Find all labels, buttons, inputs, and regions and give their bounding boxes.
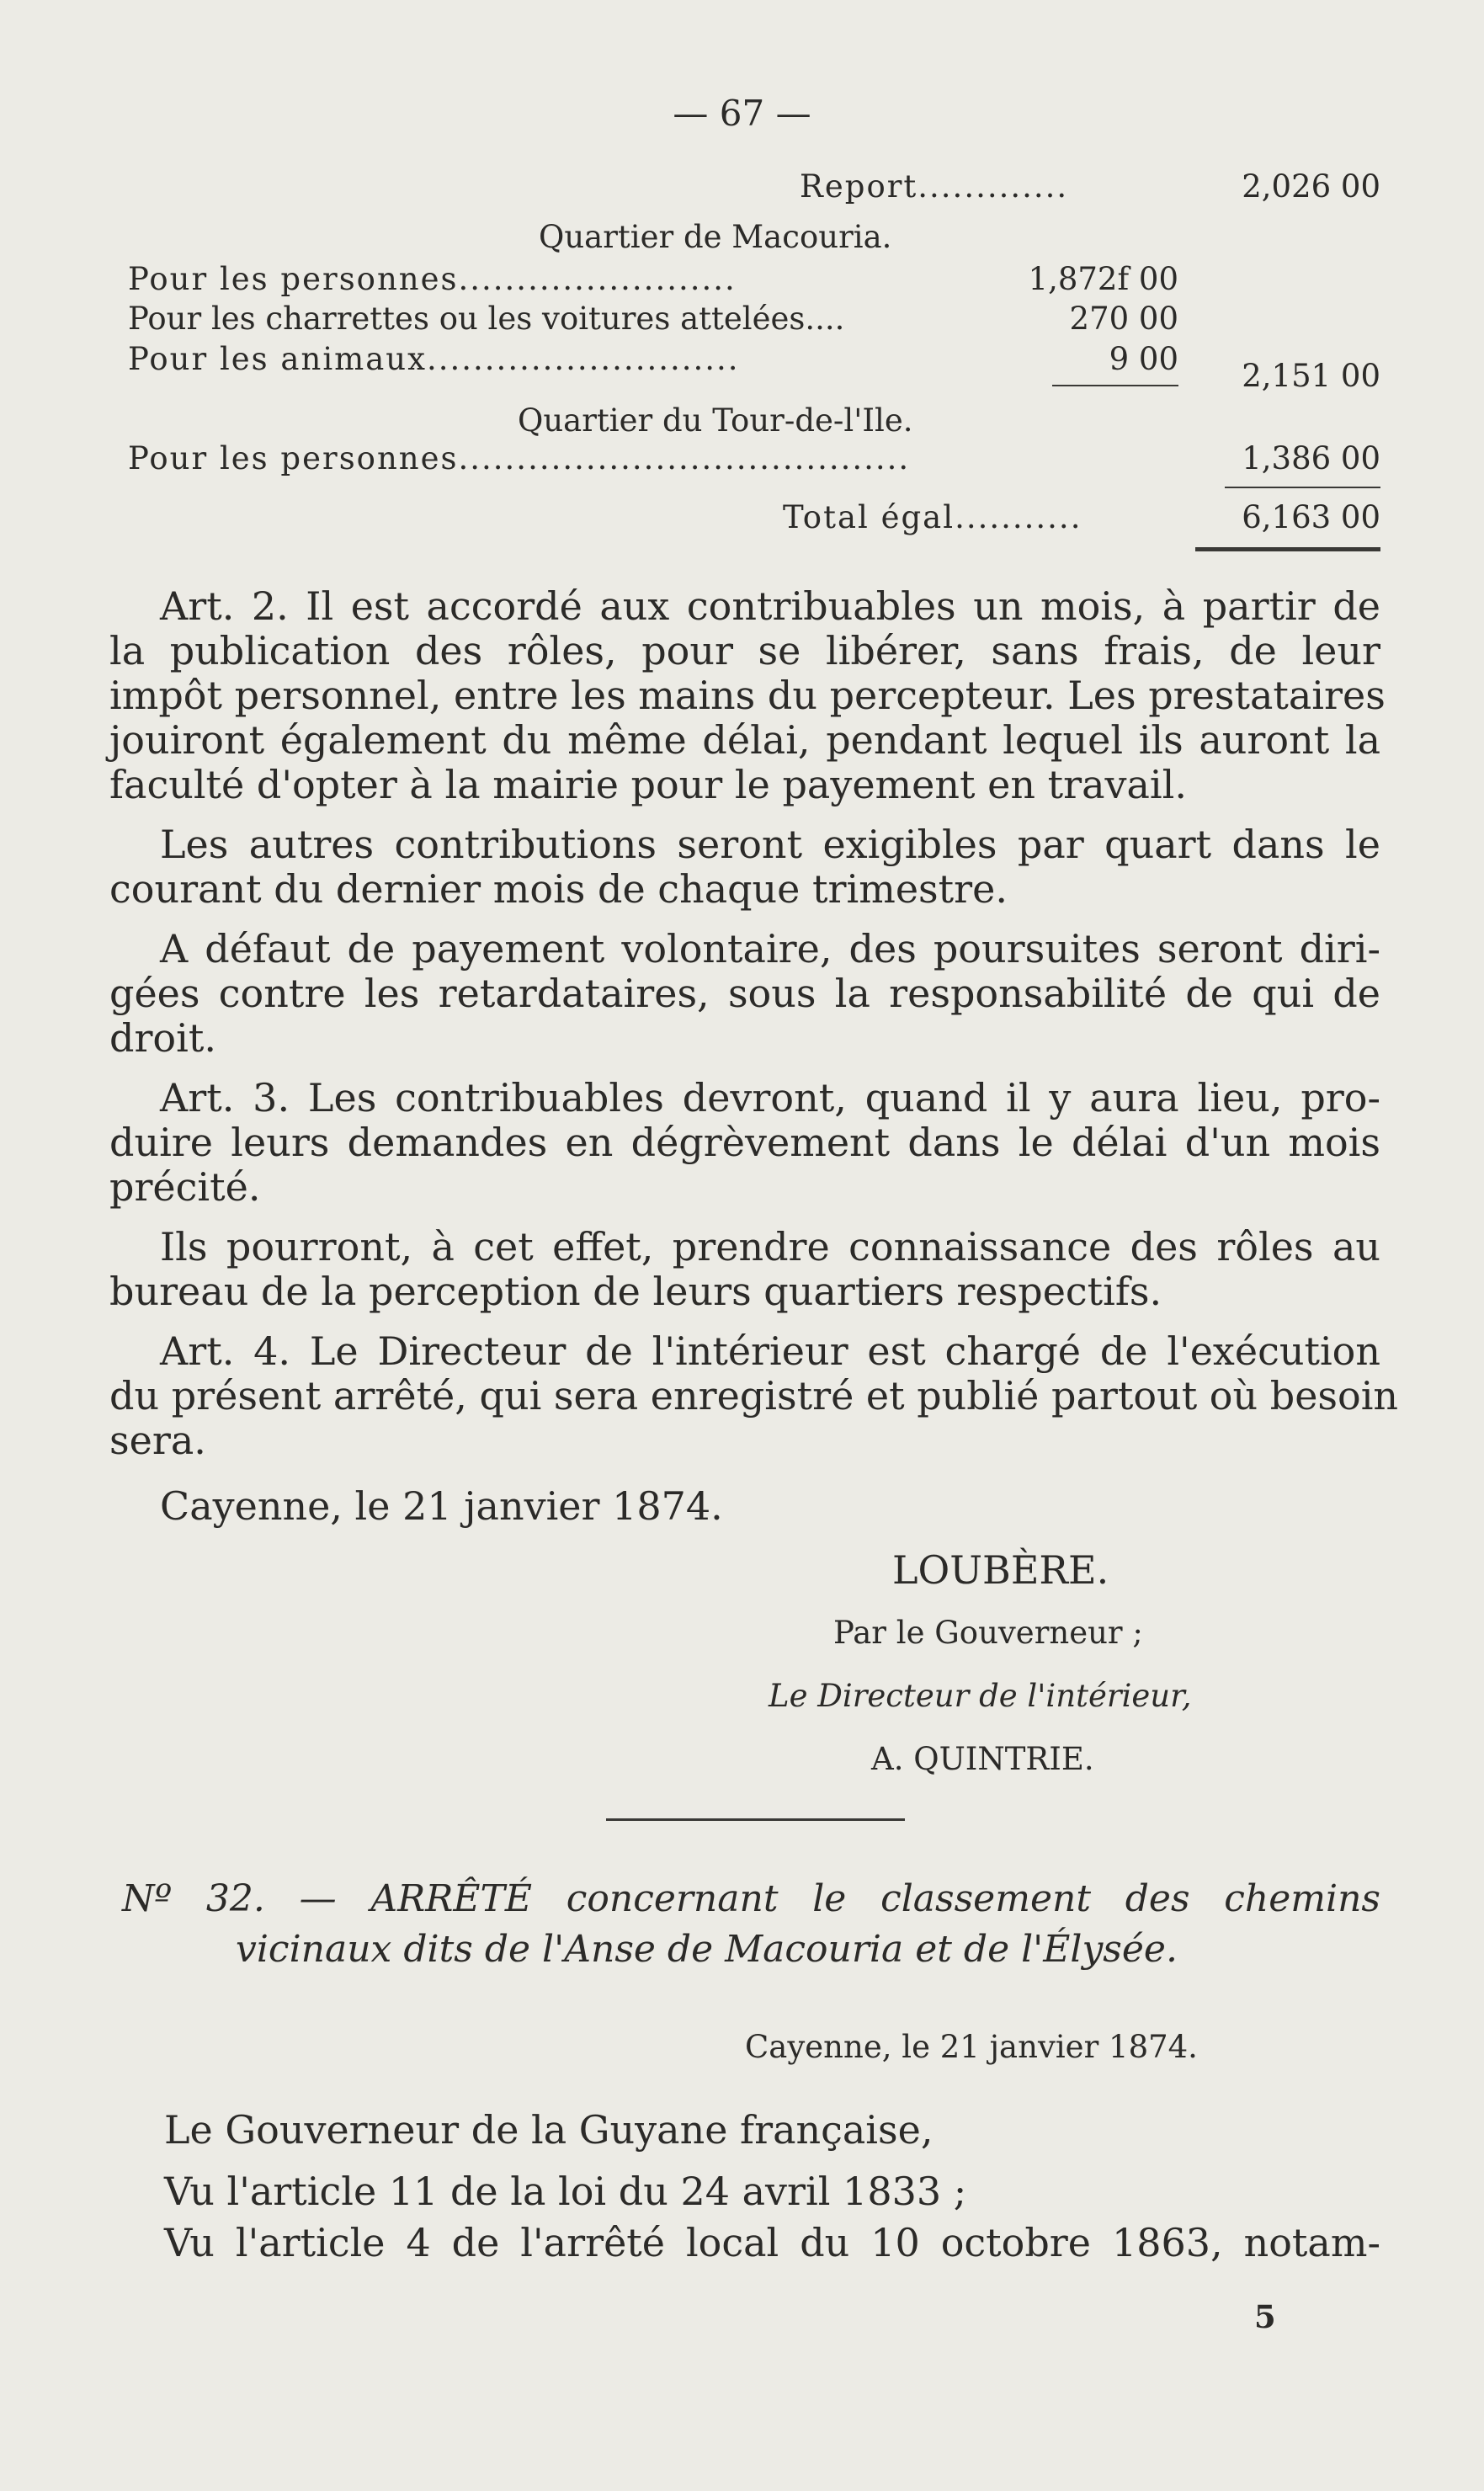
body-line-5: faculté d'opter à la mairie pour le payement en travail. [109, 762, 1187, 807]
signature-name: LOUBÈRE. [892, 1547, 1109, 1593]
body-line-17: du présent arrêté, qui sera enregistré et publié partout où besoin [109, 1373, 1399, 1418]
tour-row-label: Pour les personnes....................................... [128, 440, 911, 476]
total-double-rule [1195, 547, 1380, 551]
macouria-row-2-label: Pour les charrettes ou les voitures attelées.... [128, 301, 845, 337]
total-rule [1225, 487, 1380, 488]
signature-title: Le Directeur de l'intérieur, [769, 1678, 1192, 1714]
total-label: Total égal........... [783, 499, 1082, 535]
macouria-row-1-label: Pour les personnes........................ [128, 261, 737, 297]
report-label: Report............. [800, 168, 1069, 205]
macouria-row-1-amount: 1,872f 00 [1028, 261, 1178, 297]
body-line-7: courant du dernier mois de chaque trimestre. [109, 866, 1008, 912]
body-line-2: la publication des rôles, pour se libérer, sans frais, de leur [109, 628, 1380, 673]
date-line: Cayenne, le 21 janvier 1874. [160, 1483, 723, 1529]
subtotal-rule [1052, 385, 1178, 386]
body-line-9: gées contre les retardataires, sous la responsabilité de qui de [109, 971, 1380, 1016]
decree-line-3: Vu l'article 4 de l'arrêté local du 10 octobre 1863, notam- [164, 2220, 1380, 2265]
decree-heading-line-2: vicinaux dits de l'Anse de Macouria et de l'Élysée. [236, 1928, 1178, 1971]
body-line-4: jouiront également du même délai, pendant lequel ils auront la [109, 717, 1380, 763]
tour-row-amount: 1,386 00 [1242, 440, 1380, 476]
macouria-row-3-label: Pour les animaux........................... [128, 341, 740, 377]
body-line-18: sera. [109, 1418, 206, 1463]
total-amount: 6,163 00 [1242, 499, 1380, 535]
body-line-13: précité. [109, 1164, 261, 1210]
macouria-total: 2,151 00 [1242, 358, 1380, 394]
body-line-3: impôt personnel, entre les mains du percepteur. Les prestataires [109, 673, 1386, 718]
body-line-1: Art. 2. Il est accordé aux contribuables un mois, à partir de [160, 583, 1380, 629]
body-line-10: droit. [109, 1015, 216, 1061]
signature-signer: A. QUINTRIE. [871, 1741, 1094, 1777]
section-divider [606, 1818, 905, 1821]
macouria-row-3-amount: 9 00 [1109, 341, 1178, 377]
decree-line-1: Le Gouverneur de la Guyane française, [164, 2107, 933, 2153]
tour-heading: Quartier du Tour-de-l'Ile. [518, 402, 913, 439]
body-line-12: duire leurs demandes en dégrèvement dans le délai d'un mois [109, 1120, 1380, 1165]
body-line-11: Art. 3. Les contribuables devront, quand il y aura lieu, pro- [160, 1075, 1380, 1120]
macouria-row-2-amount: 270 00 [1069, 301, 1178, 337]
body-line-6: Les autres contributions seront exigibles par quart dans le [160, 822, 1380, 867]
body-line-16: Art. 4. Le Directeur de l'intérieur est chargé de l'exécution [160, 1328, 1380, 1374]
body-line-15: bureau de la perception de leurs quartiers respectifs. [109, 1269, 1162, 1314]
signature-mark: 5 [1254, 2298, 1276, 2335]
page-number: — 67 — [673, 93, 811, 134]
body-line-8: A défaut de payement volontaire, des poursuites seront diri- [160, 926, 1380, 971]
signature-by-line: Par le Gouverneur ; [833, 1615, 1143, 1651]
decree-line-2: Vu l'article 11 de la loi du 24 avril 1833 ; [164, 2169, 967, 2214]
decree-date: Cayenne, le 21 janvier 1874. [745, 2029, 1198, 2065]
report-amount: 2,026 00 [1242, 168, 1380, 205]
macouria-heading: Quartier de Macouria. [539, 219, 892, 255]
decree-heading-line-1: Nº 32. — ARRÊTÉ concernant le classement des chemins [122, 1877, 1380, 1920]
body-line-14: Ils pourront, à cet effet, prendre connaissance des rôles au [160, 1224, 1380, 1269]
